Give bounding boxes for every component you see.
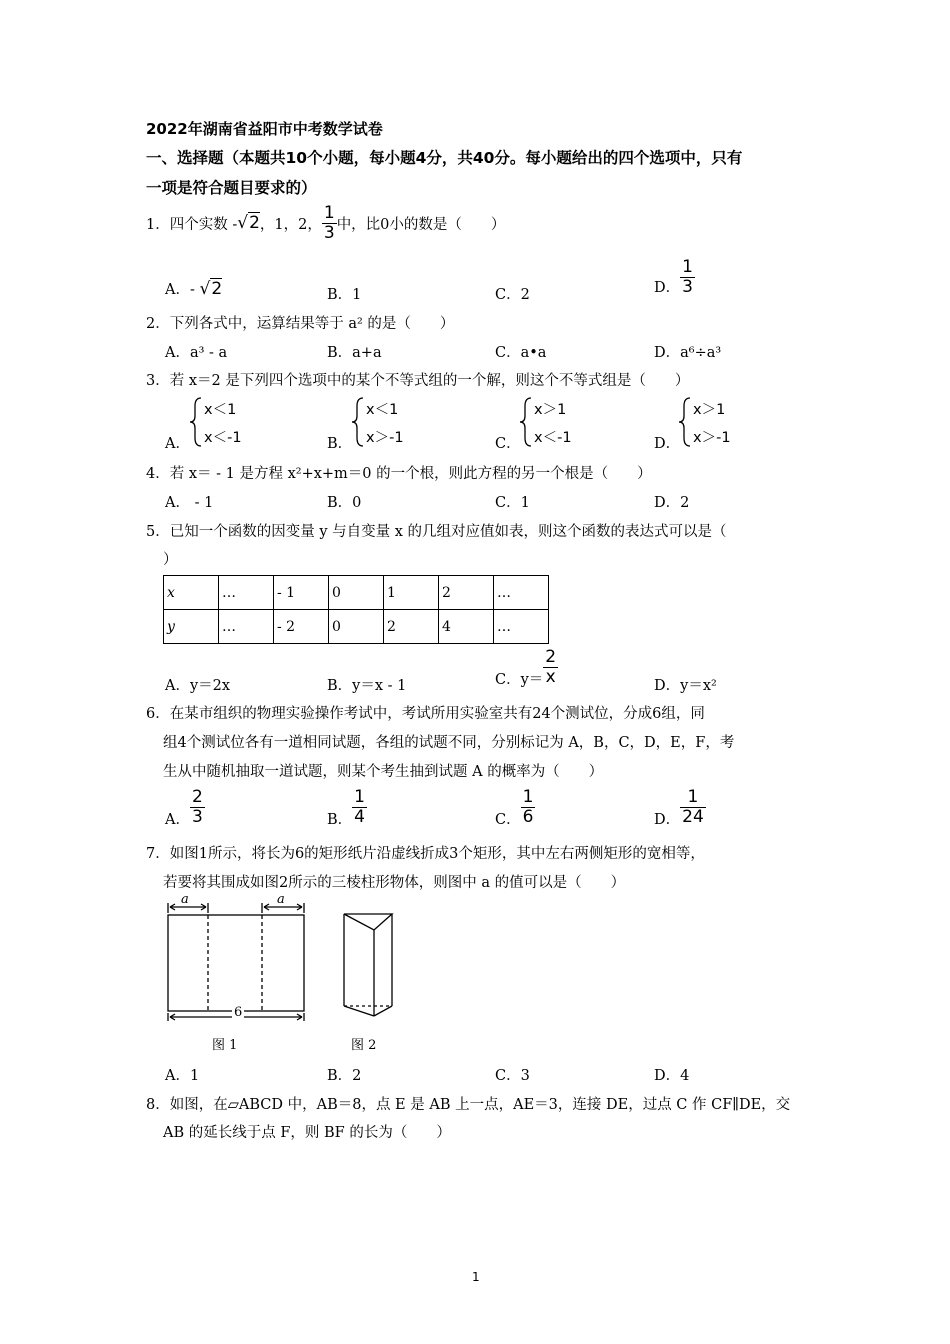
q1-option-b: B．1 bbox=[327, 287, 362, 303]
fig1-label-a-right: a bbox=[277, 892, 285, 907]
q6-a-fraction bbox=[190, 788, 205, 826]
q5-value-table bbox=[163, 575, 549, 644]
q1-a-text: - bbox=[189, 282, 200, 298]
cell-text: y bbox=[167, 618, 175, 635]
q6-d-den: 24 bbox=[682, 807, 704, 827]
q1-d-label: D． bbox=[654, 280, 681, 296]
q5-option-c bbox=[495, 646, 558, 689]
q6-c-den: 6 bbox=[522, 807, 534, 827]
q1-mid: ，1，2， bbox=[259, 216, 322, 233]
table-cell bbox=[164, 576, 219, 610]
q6-b-fraction bbox=[352, 788, 367, 826]
q1-a-radicand: 2 bbox=[211, 279, 223, 299]
q2-option-c: C．a•a bbox=[495, 345, 547, 361]
q6-c-fraction bbox=[521, 788, 536, 826]
q3-option-d-line1: x＞1 bbox=[693, 402, 726, 418]
table-cell: 2 bbox=[439, 576, 494, 610]
q1-suffix: 中，比0小的数是（ ） bbox=[336, 216, 506, 233]
q3-option-c-brace-icon bbox=[519, 396, 533, 448]
q1-a-label: A． bbox=[165, 282, 190, 298]
question-6-line3: 生从中随机抽取一道试题，则某个考生抽到试题 A 的概率为（ ） bbox=[163, 764, 604, 780]
table-cell: 1 bbox=[384, 576, 439, 610]
q5-c-label: C．y＝ bbox=[495, 672, 544, 688]
table-row bbox=[164, 576, 549, 610]
q3-option-a-line1: x＜1 bbox=[204, 402, 237, 418]
q6-option-b bbox=[327, 786, 367, 829]
page-title: 2022年湖南省益阳市中考数学试卷 bbox=[146, 120, 383, 138]
q3-option-c-line2: x＜-1 bbox=[534, 430, 572, 446]
q6-d-num: 1 bbox=[680, 788, 706, 808]
q6-b-label: B． bbox=[327, 812, 353, 828]
q5-option-d: D．y＝x² bbox=[654, 678, 717, 694]
table-cell: 4 bbox=[439, 610, 494, 644]
q7-option-a: A．1 bbox=[165, 1068, 200, 1084]
q3-option-d-brace-icon bbox=[678, 396, 692, 448]
table-cell: … bbox=[494, 610, 549, 644]
table-row bbox=[164, 610, 549, 644]
q6-option-c bbox=[495, 786, 535, 829]
question-3: 3．若 x＝2 是下列四个选项中的某个不等式组的一个解，则这个不等式组是（ ） bbox=[146, 373, 690, 389]
q4-option-a: A． - 1 bbox=[165, 495, 214, 511]
q7-option-c: C．3 bbox=[495, 1068, 530, 1084]
q3-option-b-label: B． bbox=[327, 436, 353, 452]
question-6-line1: 6．在某市组织的物理实验操作考试中，考试所用实验室共有24个测试位，分成6组，同 bbox=[146, 706, 705, 722]
q3-option-d-line2: x＞-1 bbox=[693, 430, 731, 446]
q1-a-sqrt: √2 bbox=[199, 279, 223, 299]
q2-option-d: D．a⁶÷a³ bbox=[654, 345, 722, 361]
question-2: 2．下列各式中，运算结果等于 a² 的是（ ） bbox=[146, 316, 455, 332]
q3-option-c-line1: x＞1 bbox=[534, 402, 567, 418]
q4-option-d: D．2 bbox=[654, 495, 690, 511]
q5-c-num: 2 bbox=[545, 647, 557, 668]
q6-c-label: C． bbox=[495, 812, 521, 828]
q3-option-a-label: A． bbox=[165, 436, 190, 452]
q5-option-b: B．y＝x - 1 bbox=[327, 678, 407, 694]
cell-text: x bbox=[167, 584, 175, 601]
q6-a-num: 2 bbox=[191, 787, 203, 808]
q1-sqrt: √2 bbox=[237, 213, 260, 234]
q2-option-a: A．a³ - a bbox=[165, 345, 228, 361]
q6-a-label: A． bbox=[165, 812, 190, 828]
q6-b-num: 1 bbox=[354, 787, 365, 808]
q1-option-c: C．2 bbox=[495, 287, 530, 303]
q7-option-b: B．2 bbox=[327, 1068, 362, 1084]
q6-a-den: 3 bbox=[191, 807, 203, 827]
q6-d-label: D． bbox=[654, 812, 681, 828]
fig1-label-length: 6 bbox=[234, 1005, 243, 1020]
q1-option-d bbox=[654, 258, 695, 297]
q7-figure-2 bbox=[338, 908, 398, 1018]
table-cell bbox=[164, 610, 219, 644]
question-8-line1: 8．如图，在▱ABCD 中，AB＝8，点 E 是 AB 上一点，AE＝3，连接 DE，过点 C 作 CF∥DE，交 bbox=[146, 1097, 791, 1113]
question-5-line1: 5．已知一个函数的因变量 y 与自变量 x 的几组对应值如表，则这个函数的表达式可以是（ bbox=[146, 524, 727, 540]
table-cell: … bbox=[219, 610, 274, 644]
q3-option-b-brace-icon bbox=[351, 396, 365, 448]
table-cell: 0 bbox=[329, 610, 384, 644]
q3-option-a-line2: x＜-1 bbox=[204, 430, 242, 446]
table-cell: 0 bbox=[329, 576, 384, 610]
fig2-caption: 图 2 bbox=[351, 1038, 377, 1053]
q3-option-d-label: D． bbox=[654, 436, 681, 452]
q1-prefix: 1．四个实数 - bbox=[146, 216, 238, 233]
table-cell: … bbox=[219, 576, 274, 610]
question-6-line2: 组4个测试位各有一道相同试题，各组的试题不同，分别标记为 A，B，C，D，E，F，考 bbox=[163, 735, 735, 751]
q5-c-den: x bbox=[545, 667, 556, 687]
q1-d-den: 3 bbox=[682, 277, 693, 297]
q3-option-c-label: C． bbox=[495, 436, 521, 452]
q3-option-b-line2: x＞-1 bbox=[366, 430, 404, 446]
q6-option-d bbox=[654, 786, 706, 829]
q5-c-fraction bbox=[543, 648, 558, 686]
q1-option-a bbox=[165, 278, 222, 299]
q5-option-a: A．y＝2x bbox=[165, 678, 231, 694]
fig1-label-a-left: a bbox=[181, 892, 189, 907]
q7-option-d: D．4 bbox=[654, 1068, 690, 1084]
q4-option-c: C．1 bbox=[495, 495, 530, 511]
q6-option-a bbox=[165, 786, 205, 829]
question-7-line1: 7．如图1所示，将长为6的矩形纸片沿虚线折成3个矩形，其中左右两侧矩形的宽相等， bbox=[146, 846, 705, 862]
q6-c-num: 1 bbox=[522, 787, 534, 808]
question-5-line2: ） bbox=[163, 552, 178, 568]
question-1 bbox=[146, 204, 505, 242]
q1-frac-num: 1 bbox=[323, 203, 335, 223]
question-8-line2: AB 的延长线于点 F，则 BF 的长为（ ） bbox=[163, 1125, 451, 1141]
section-header-line1: 一、选择题（本题共10个小题，每小题4分，共40分。每小题给出的四个选项中，只有 bbox=[146, 149, 743, 167]
q1-d-num: 1 bbox=[682, 257, 693, 278]
q6-b-den: 4 bbox=[354, 807, 365, 827]
table-cell: - 1 bbox=[274, 576, 329, 610]
q3-option-b-line1: x＜1 bbox=[366, 402, 399, 418]
question-7-line2: 若要将其围成如图2所示的三棱柱形物体，则图中 a 的值可以是（ ） bbox=[163, 875, 626, 891]
section-header-line2: 一项是符合题目要求的） bbox=[146, 179, 317, 197]
table-cell: 2 bbox=[384, 610, 439, 644]
q1-fraction bbox=[322, 204, 337, 242]
q4-option-b: B．0 bbox=[327, 495, 362, 511]
fig1-caption: 图 1 bbox=[212, 1038, 238, 1053]
table-cell: - 2 bbox=[274, 610, 329, 644]
table-cell: … bbox=[494, 576, 549, 610]
figure-1-drawing bbox=[168, 903, 304, 1021]
q3-option-a-brace-icon bbox=[189, 396, 203, 448]
q1-d-fraction bbox=[680, 258, 695, 296]
q1-radicand: 2 bbox=[249, 213, 260, 234]
figure-2-prism bbox=[344, 914, 392, 1016]
q1-frac-den: 3 bbox=[323, 222, 335, 243]
page-number: 1 bbox=[472, 1270, 480, 1284]
q2-option-b: B．a+a bbox=[327, 345, 382, 361]
question-4: 4．若 x＝ - 1 是方程 x²+x+m＝0 的一个根，则此方程的另一个根是（ ） bbox=[146, 466, 652, 482]
q6-d-fraction bbox=[680, 788, 706, 826]
